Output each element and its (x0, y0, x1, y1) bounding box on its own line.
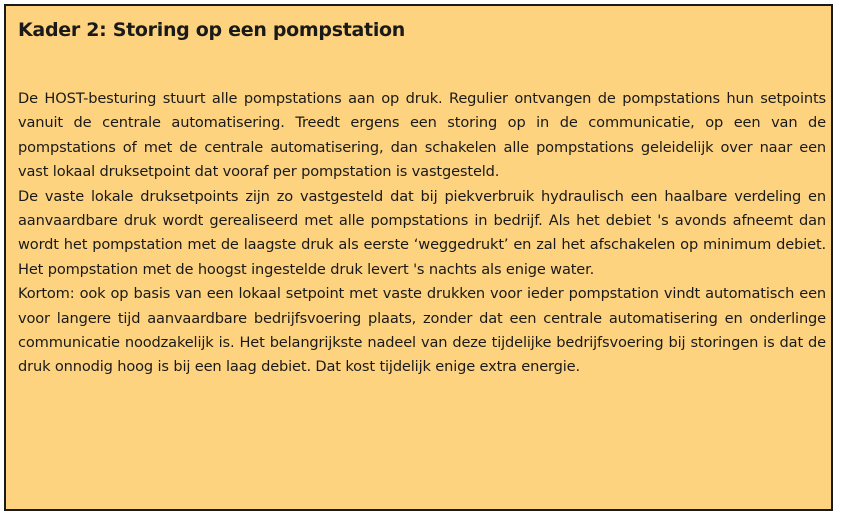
paragraph-3: Kortom: ook op basis van een lokaal setpoint met vaste drukken voor ieder pompstation vindt automatisch een voor langere tijd aanvaardbare bedrijfsvoering plaats, zonder dat een centrale automatisering en onderlinge communicatie noodzakelijk is. Het belangrijkste nadeel van deze tijdelijke bedrijfsvoering bij storingen is dat de druk onnodig hoog is bij een laag debiet. Dat kost tijdelijk enige extra energie. (18, 285, 826, 376)
box-title: Kader 2: Storing op een pompstation (18, 19, 406, 41)
paragraph-2: De vaste lokale druksetpoints zijn zo vastgesteld dat bij piekverbruik hydraulisch een haalbare verdeling en aanvaardbare druk wordt gerealiseerd met alle pompstations in bedrijf. Als het debiet 's avonds afneemt dan wordt het pompstation met de laagste druk als eerste ‘weggedrukt’ en zal het afschakelen op minimum debiet. Het pompstation met de hoogst ingestelde druk levert 's nachts als enige water. (18, 187, 826, 278)
paragraph-1: De HOST-besturing stuurt alle pompstations aan op druk. Regulier ontvangen de pompstations hun setpoints vanuit de centrale automatisering. Treedt ergens een storing op in de communicatie, op een van de pompstations of met de centrale automatisering, dan schakelen alle pompstations geleidelijk over naar een vast lokaal druksetpoint dat vooraf per pompstation is vastgesteld. (18, 90, 826, 181)
box-body (18, 87, 826, 380)
info-box (4, 4, 833, 511)
